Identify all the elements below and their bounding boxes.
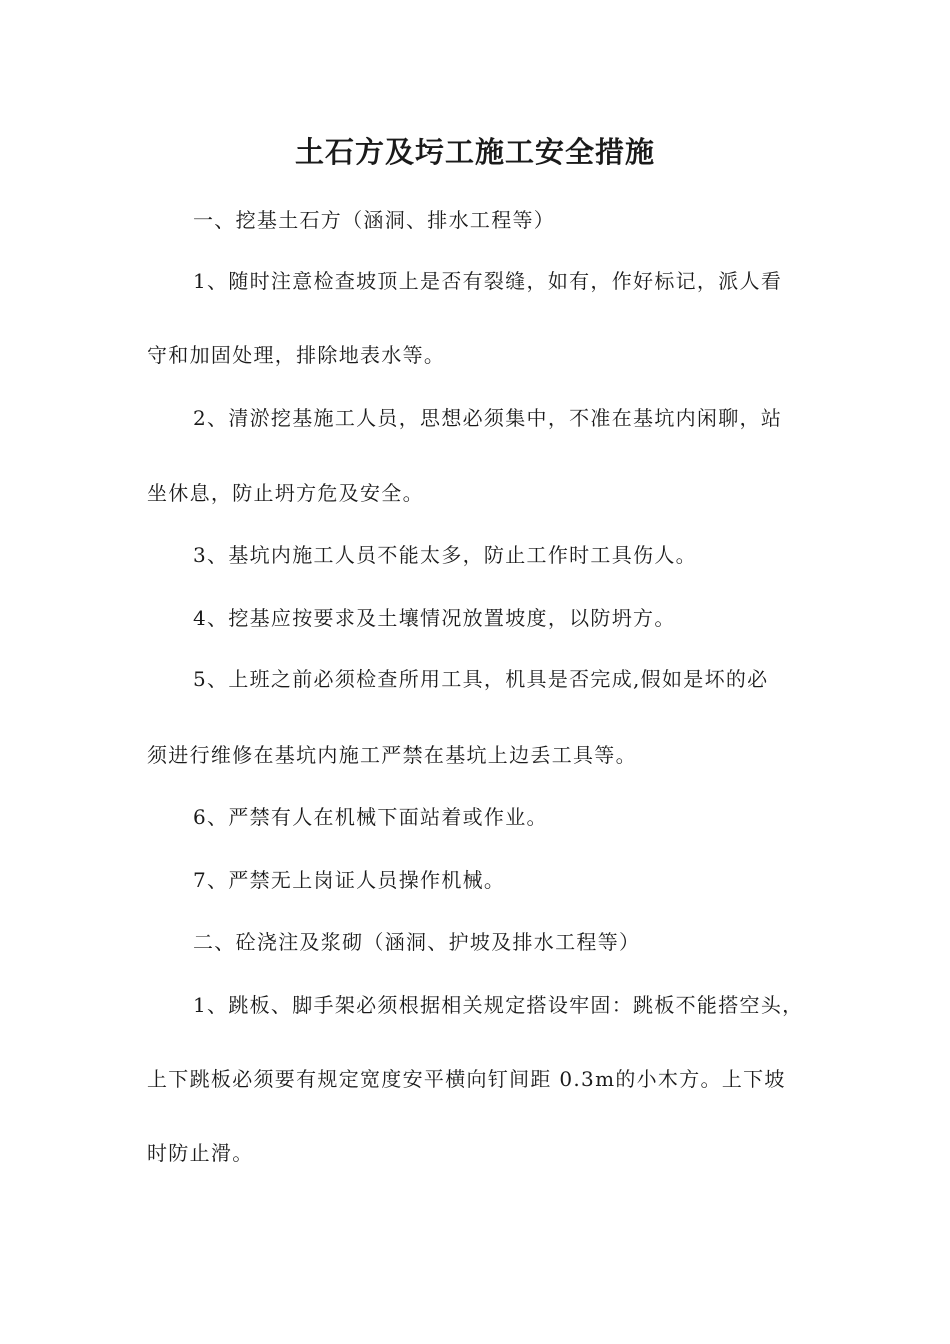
paragraph-line: 坐休息，防止坍方危及安全。 (147, 481, 424, 505)
section-heading-masonry: 二、砼浇注及浆砌（涵洞、护坡及排水工程等） (193, 930, 641, 954)
section-heading-excavation: 一、挖基土石方（涵洞、排水工程等） (193, 208, 556, 232)
paragraph-line: 4、挖基应按要求及土壤情况放置坡度，以防坍方。 (193, 606, 676, 630)
paragraph-line: 时防止滑。 (147, 1141, 254, 1165)
paragraph-line: 须进行维修在基坑内施工严禁在基坑上边丢工具等。 (147, 743, 637, 767)
paragraph-line: 6、严禁有人在机械下面站着或作业。 (193, 805, 548, 829)
paragraph-line: 5、上班之前必须检查所用工具，机具是否完成,假如是坏的必 (193, 667, 769, 691)
document-title: 土石方及圬工施工安全措施 (294, 135, 655, 169)
paragraph-line: 7、严禁无上岗证人员操作机械。 (193, 868, 506, 892)
paragraph-line: 2、清淤挖基施工人员，思想必须集中，不准在基坑内闲聊，站 (193, 406, 783, 430)
paragraph-line: 守和加固处理，排除地表水等。 (147, 343, 446, 367)
paragraph-line: 上下跳板必须要有规定宽度安平横向钉间距 0.3m的小木方。上下坡 (147, 1067, 786, 1091)
paragraph-line: 3、基坑内施工人员不能太多，防止工作时工具伤人。 (193, 543, 697, 567)
paragraph-line: 1、跳板、脚手架必须根据相关规定搭设牢固：跳板不能搭空头， (193, 993, 804, 1017)
paragraph-line: 1、随时注意检查坡顶上是否有裂缝，如有，作好标记，派人看 (193, 269, 783, 293)
